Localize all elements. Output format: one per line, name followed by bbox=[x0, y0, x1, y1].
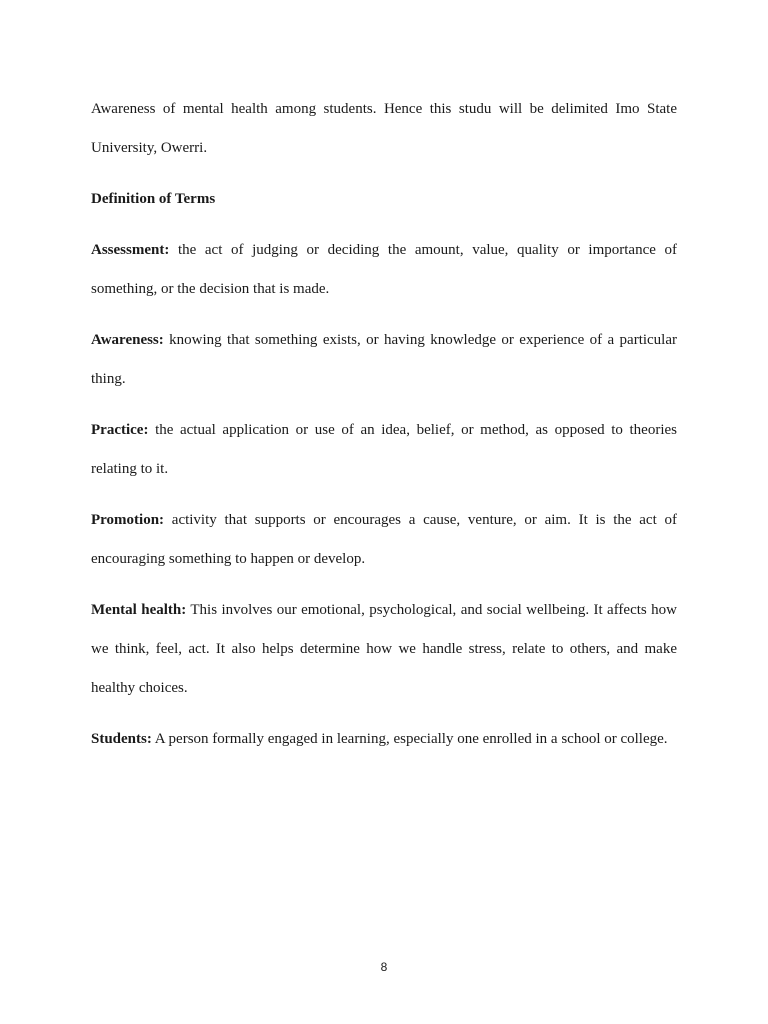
definition-text: This involves our emotional, psychological, and social wellbeing. It affects how we think, feel, act. It also helps determine how we handle stress, relate to others, and make healthy choices. bbox=[91, 602, 677, 696]
definition-promotion bbox=[91, 501, 677, 579]
definition-mental-health bbox=[91, 591, 677, 708]
definition-term: Students: bbox=[91, 731, 152, 747]
definition-text: activity that supports or encourages a cause, venture, or aim. It is the act of encouraging something to happen or develop. bbox=[91, 512, 677, 567]
page-content bbox=[91, 90, 677, 771]
intro-paragraph: Awareness of mental health among students. Hence this studu will be delimited Imo State University, Owerri. bbox=[91, 101, 677, 156]
definition-term: Assessment: bbox=[91, 242, 170, 258]
definition-term: Mental health: bbox=[91, 602, 187, 618]
page-number: 8 bbox=[380, 960, 388, 974]
definition-term: Awareness: bbox=[91, 332, 164, 348]
definition-practice bbox=[91, 411, 677, 489]
definition-assessment bbox=[91, 231, 677, 309]
definition-term: Practice: bbox=[91, 422, 149, 438]
definition-text: knowing that something exists, or having knowledge or experience of a particular thing. bbox=[91, 332, 678, 387]
definition-text: the act of judging or deciding the amount, value, quality or importance of something, or the decision that is made. bbox=[91, 242, 678, 297]
definition-text: the actual application or use of an idea, belief, or method, as opposed to theories relating to it. bbox=[91, 422, 677, 477]
section-heading: Definition of Terms bbox=[91, 191, 216, 207]
definition-awareness bbox=[91, 321, 677, 399]
definition-students bbox=[91, 720, 677, 759]
definition-text: A person formally engaged in learning, especially one enrolled in a school or college. bbox=[154, 731, 668, 747]
definition-term: Promotion: bbox=[91, 512, 165, 528]
